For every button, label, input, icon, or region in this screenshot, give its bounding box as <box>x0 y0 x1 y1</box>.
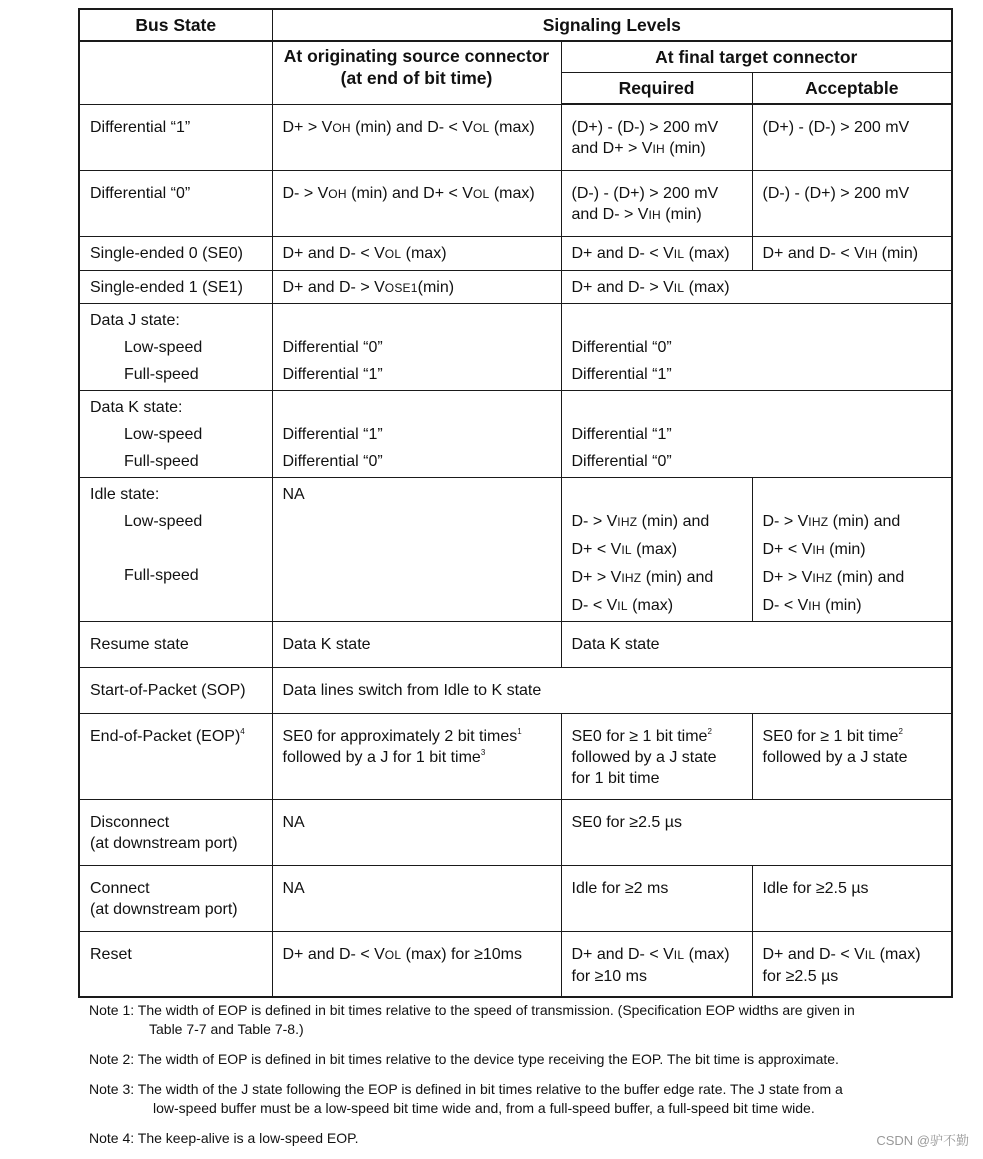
signal-text: D+ and D- < V <box>571 244 674 262</box>
state-se0: Single-ended 0 (SE0) <box>79 236 272 270</box>
voltage-symbol-subscript: IL <box>673 280 685 295</box>
signal-text: D+ and D- < V <box>762 244 865 262</box>
signal-text: D+ > V <box>571 568 622 586</box>
idle-required <box>561 477 752 621</box>
signal-text: and D+ > V <box>571 140 653 157</box>
voltage-symbol-subscript: IL <box>673 246 685 261</box>
voltage-symbol-subscript: IHZ <box>617 514 638 529</box>
idle-acceptable <box>752 477 952 621</box>
state-idle: Idle state: Low-speed Full-speed <box>79 477 272 621</box>
se0-required <box>561 236 752 270</box>
state-differential-0: Differential “0” <box>79 170 272 236</box>
signal-text: D+ and D- < V <box>571 945 674 963</box>
signal-text: D+ > V <box>762 568 813 586</box>
note-3: Note 3: The width of the J state following the EOP is defined in bit times relative to the buffer edge rate. The J state from a low-speed buffer must be a low-speed bit time wide and, from a full-speed buffer, a full-speed bit time wide. <box>89 1081 843 1116</box>
signal-text: (min) <box>417 278 455 296</box>
voltage-symbol-subscript: IL <box>617 598 628 613</box>
signal-text: D+ > V <box>282 118 333 136</box>
note-1: Note 1: The width of EOP is defined in bit times relative to the speed of transmission. (Specification EOP widths are given in Table 7-7 and Table 7-8.) <box>89 1002 855 1037</box>
voltage-symbol-subscript: IH <box>808 598 821 613</box>
signal-text: D+ and D- < V <box>282 945 385 963</box>
sop-all: Data lines switch from Idle to K state <box>272 667 952 713</box>
signal-text: (min) <box>664 140 706 157</box>
header-required: Required <box>561 73 752 105</box>
signal-text: (max) <box>684 278 730 296</box>
signal-text: (max) <box>875 945 921 963</box>
voltage-symbol-subscript: IH <box>812 542 825 557</box>
datak-final: Differential “1” Differential “0” <box>561 390 952 477</box>
signal-text: D- < V <box>762 596 809 614</box>
header-final-target: At final target connector <box>561 41 952 73</box>
disconnect-final: SE0 for ≥2.5 µs <box>561 799 952 865</box>
diff0-required: (D-) - (D+) > 200 mV and D- > VIH (min) <box>561 170 752 236</box>
diff1-required: (D+) - (D-) > 200 mV and D+ > VIH (min) <box>561 104 752 170</box>
table-row <box>79 270 952 303</box>
signal-text: D+ < V <box>571 540 622 558</box>
signal-text: D+ < V <box>762 540 813 558</box>
voltage-symbol-subscript: IHZ <box>621 570 642 585</box>
signal-text: (max) <box>489 118 535 136</box>
datak-originating: Differential “1” Differential “0” <box>272 390 561 477</box>
se0-originating <box>272 236 561 270</box>
voltage-symbol-subscript: IH <box>864 246 878 261</box>
signal-text: (min) <box>820 596 862 614</box>
note-4: Note 4: The keep-alive is a low-speed EOP. <box>89 1130 359 1146</box>
voltage-symbol-subscript: IHZ <box>812 570 833 585</box>
table-row <box>79 713 952 799</box>
idle-originating: NA <box>272 477 561 621</box>
table-row <box>79 865 952 931</box>
header-bus-state: Bus State <box>79 9 272 41</box>
voltage-symbol-subscript: IHZ <box>808 514 829 529</box>
signal-text: (min) and <box>637 512 710 530</box>
voltage-symbol-subscript: IL <box>621 542 632 557</box>
signal-text: and D- > V <box>571 205 649 223</box>
state-sop: Start-of-Packet (SOP) <box>79 667 272 713</box>
reset-required: D+ and D- < VIL (max) for ≥10 ms <box>561 931 752 997</box>
table-row <box>79 104 952 170</box>
connect-acceptable: Idle for ≥2.5 µs <box>752 865 952 931</box>
voltage-symbol-subscript: OL <box>472 186 490 201</box>
dataj-originating: Differential “0” Differential “1” <box>272 303 561 390</box>
state-differential-1: Differential “1” <box>79 104 272 170</box>
signal-text: (max) <box>631 540 678 558</box>
footnotes <box>89 1001 949 1159</box>
se1-final <box>561 270 952 303</box>
signal-text: (min) and D+ < V <box>346 184 473 202</box>
voltage-symbol-subscript: IH <box>652 142 665 156</box>
header-acceptable: Acceptable <box>752 73 952 105</box>
header-originating: At originating source connector (at end of bit time) <box>272 41 561 104</box>
eop-required: SE0 for ≥ 1 bit time$^2$ followed by a J state for 1 bit time <box>561 713 752 799</box>
resume-final: Data K state <box>561 621 952 667</box>
state-resume: Resume state <box>79 621 272 667</box>
watermark: CSDN @驴不勤 <box>876 1133 969 1148</box>
signal-text: (min) <box>877 244 919 262</box>
resume-originating: Data K state <box>272 621 561 667</box>
signal-text: (max) <box>401 244 447 262</box>
signal-text: D+ and D- > V <box>571 278 674 296</box>
signal-text: (max) <box>684 945 730 963</box>
signal-text: D+ and D- < V <box>762 945 865 963</box>
table-row <box>79 390 952 477</box>
voltage-symbol-subscript: IL <box>673 947 685 962</box>
connect-originating: NA <box>272 865 561 931</box>
signal-text: (max) <box>489 184 535 202</box>
diff0-acceptable: (D-) - (D+) > 200 mV <box>752 170 952 236</box>
state-eop: End-of-Packet (EOP)$^4$ <box>79 713 272 799</box>
header-blank <box>79 41 272 104</box>
signal-text: (max) <box>684 244 730 262</box>
signal-text: D- < V <box>571 596 618 614</box>
connect-required: Idle for ≥2 ms <box>561 865 752 931</box>
signal-text: D- > V <box>571 512 618 530</box>
signal-text: D- > V <box>282 184 329 202</box>
signaling-levels-table <box>78 8 953 998</box>
voltage-symbol-subscript: OL <box>384 947 402 962</box>
table-row <box>79 799 952 865</box>
table-row <box>79 621 952 667</box>
header-signaling-levels: Signaling Levels <box>272 9 952 41</box>
state-data-k: Data K state: Low-speed Full-speed <box>79 390 272 477</box>
table-row <box>79 931 952 997</box>
diff1-originating <box>272 104 561 170</box>
state-connect: Connect (at downstream port) <box>79 865 272 931</box>
voltage-symbol-subscript: OH <box>332 120 351 135</box>
signal-text: D+ and D- < V <box>282 244 385 262</box>
state-se1: Single-ended 1 (SE1) <box>79 270 272 303</box>
voltage-symbol-subscript: OH <box>328 186 347 201</box>
signal-text: (min) and <box>641 568 714 586</box>
reset-originating <box>272 931 561 997</box>
disconnect-originating: NA <box>272 799 561 865</box>
signal-text: (min) and D- < V <box>350 118 473 136</box>
signal-text: (min) and <box>832 568 905 586</box>
diff1-acceptable: (D+) - (D-) > 200 mV <box>752 104 952 170</box>
signal-text: (min) <box>824 540 866 558</box>
voltage-symbol-subscript: OL <box>384 246 402 261</box>
reset-acceptable: D+ and D- < VIL (max) for ≥2.5 µs <box>752 931 952 997</box>
note-2: Note 2: The width of EOP is defined in bit times relative to the device type receiving the EOP. The bit time is approximate. <box>89 1051 839 1067</box>
voltage-symbol-subscript: OSE1 <box>384 280 418 295</box>
eop-acceptable: SE0 for ≥ 1 bit time$^2$ followed by a J state <box>752 713 952 799</box>
signal-text: (min) <box>660 205 702 223</box>
signal-text: (max) <box>627 596 674 614</box>
signal-text: (min) and <box>828 512 901 530</box>
table-row <box>79 667 952 713</box>
se0-acceptable <box>752 236 952 270</box>
voltage-symbol-subscript: IL <box>864 947 876 962</box>
table-row <box>79 477 952 621</box>
dataj-final: Differential “0” Differential “1” <box>561 303 952 390</box>
voltage-symbol-subscript: IH <box>648 207 661 222</box>
table-row <box>79 170 952 236</box>
table-row <box>79 303 952 390</box>
state-data-j: Data J state: Low-speed Full-speed <box>79 303 272 390</box>
state-disconnect: Disconnect (at downstream port) <box>79 799 272 865</box>
se1-originating <box>272 270 561 303</box>
table-row <box>79 236 952 270</box>
diff0-originating <box>272 170 561 236</box>
state-reset: Reset <box>79 931 272 997</box>
signal-text: D- > V <box>762 512 809 530</box>
signal-text: D+ and D- > V <box>282 278 385 296</box>
eop-originating: SE0 for approximately 2 bit times$^1$ followed by a J for 1 bit time$^3$ <box>272 713 561 799</box>
signal-text: (max) for ≥10ms <box>401 945 522 963</box>
voltage-symbol-subscript: OL <box>472 120 490 135</box>
